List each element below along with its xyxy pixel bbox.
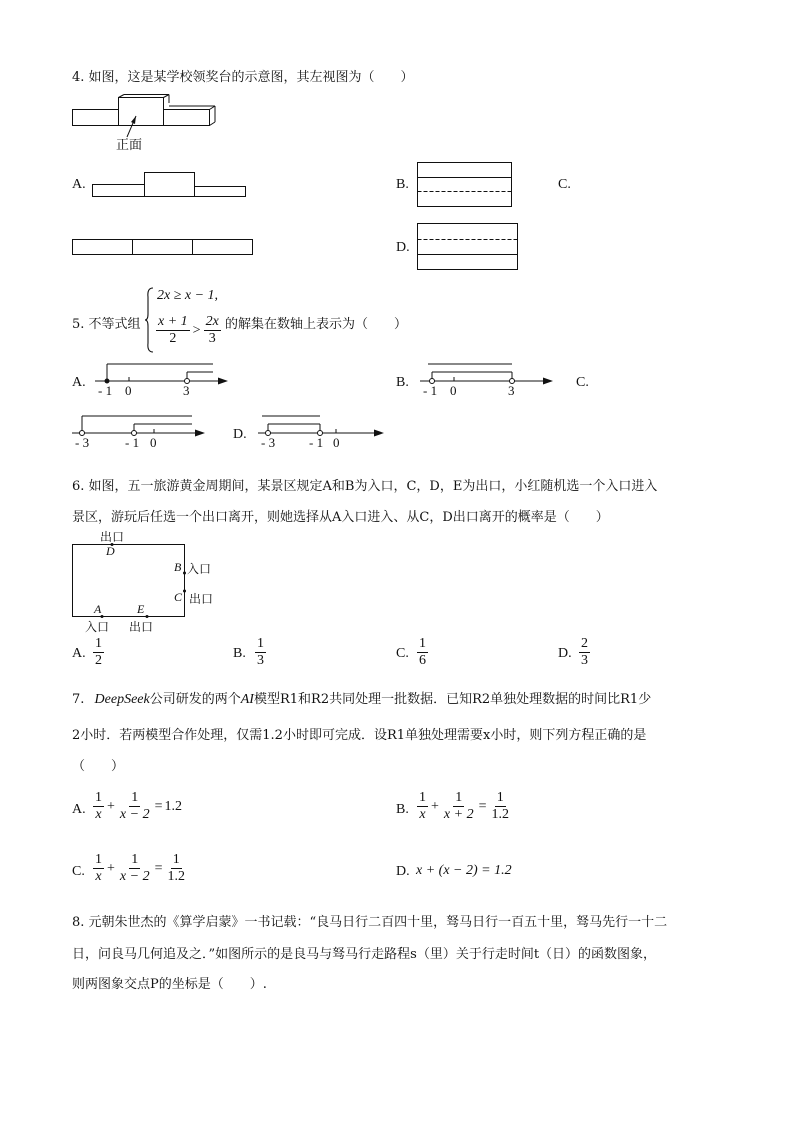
q5-c-tick-neg1: - 1 <box>125 435 140 450</box>
q4-option-b-figure <box>417 162 513 208</box>
q7-a-rhs: 1.2 <box>164 798 182 814</box>
q6-a-den: 2 <box>95 653 102 668</box>
q7-b-rhs-den: 1.2 <box>491 807 509 822</box>
q7-line1-rest: 模型R1和R2共同处理一批数据．已知R2单独处理数据的时间比R1少 <box>253 692 652 707</box>
q7-c-f1-num: 1 <box>95 852 102 867</box>
q5-option-d-label: D. <box>233 427 247 442</box>
q7-deepseek: DeepSeek <box>94 692 150 707</box>
q7-c-plus: + <box>107 860 115 876</box>
q7-ai: AI <box>240 692 254 707</box>
q6-b-num: 1 <box>257 636 264 651</box>
q7-c-f1-den: x <box>95 869 102 884</box>
q6-option-b-label: B. <box>233 646 246 661</box>
q5-a-tick-3: 3 <box>183 383 190 398</box>
q6-option-a-value <box>92 636 105 669</box>
q7-option-c-label: C. <box>72 864 85 879</box>
q5-a-tick-0: 0 <box>125 383 132 398</box>
q5-inequality-2 <box>155 314 222 347</box>
q6-option-b-value <box>254 636 267 669</box>
q7-b-rhs-num: 1 <box>496 790 504 805</box>
q6-option-d-value <box>578 636 591 669</box>
q7-line2: 2小时．若两模型合作处理，仅需1.2小时即可完成．设R1单独处理需要x小时，则下列方程正确的是 <box>72 728 647 743</box>
q5-d-tick-0: 0 <box>333 435 340 450</box>
q5-option-b-numberline <box>420 360 560 400</box>
q5-option-a-numberline <box>95 360 235 400</box>
q5-gt: > <box>192 322 201 338</box>
q8-line3: 则两图象交点P的坐标是（ ）. <box>72 977 267 992</box>
q5-frac1-den: 2 <box>169 331 177 346</box>
q6-exit-label-d: 出口 <box>100 530 125 544</box>
q7-option-a-equation <box>92 790 182 823</box>
q5-option-d-numberline <box>258 412 398 452</box>
q4-option-d-figure <box>417 223 519 271</box>
q7-b-plus: + <box>431 798 439 814</box>
q5-c-tick-0: 0 <box>150 435 157 450</box>
q5-option-c-numberline <box>72 412 212 452</box>
q6-entry-label-b: 入口 <box>187 562 212 576</box>
q6-exit-label-e: 出口 <box>129 620 154 634</box>
q7-c-f2-num: 1 <box>131 852 139 867</box>
q6-point-e: E <box>137 602 145 616</box>
q7-line3: （ ） <box>72 759 125 774</box>
q5-inequality-1: 2x ≥ x − 1, <box>157 288 219 303</box>
q4-option-b-label: B. <box>396 177 409 192</box>
q7-a-plus: + <box>107 798 115 814</box>
q7-option-d-equation: x + (x − 2) = 1.2 <box>416 863 512 878</box>
q7-a-f2-den: x − 2 <box>119 807 150 822</box>
q4-option-c-figure <box>72 239 254 257</box>
q7-number: 7. <box>72 692 85 707</box>
q5-brace <box>144 287 154 353</box>
q6-option-d-label: D. <box>558 646 572 661</box>
q7-line1 <box>72 688 651 708</box>
q8-line1: 8. 元朝朱世杰的《算学启蒙》一书记载：“良马日行二百四十里，驽马日行一百五十里，驽马先行一十二 <box>72 915 668 930</box>
q5-frac2-num: 2x <box>205 314 219 329</box>
q5-d-tick-neg3: - 3 <box>261 435 276 450</box>
q8-line2: 日，问良马几何追及之．”如图所示的是良马与驽马行走路程s（里）关于行走时间t（日）的函数图象， <box>72 947 657 962</box>
q7-option-d-label: D. <box>396 864 410 879</box>
q5-suffix: 的解集在数轴上表示为（ ） <box>225 317 408 332</box>
q7-a-f1-den: x <box>95 807 102 822</box>
q5-d-tick-neg1: - 1 <box>309 435 324 450</box>
q6-exit-label-c: 出口 <box>189 592 214 606</box>
q4-option-a-label: A. <box>72 177 86 192</box>
q6-point-b: B <box>174 560 182 574</box>
q6-d-den: 3 <box>581 653 588 668</box>
q6-line2: 景区，游玩后任选一个出口离开，则她选择从A入口进入、从C，D出口离开的概率是（ ） <box>72 510 609 525</box>
q7-b-f1-num: 1 <box>419 790 426 805</box>
q6-c-num: 1 <box>419 636 426 651</box>
q5-option-a-label: A. <box>72 375 86 390</box>
q7-c-eq: = <box>154 860 163 876</box>
q7-option-b-label: B. <box>396 802 409 817</box>
q6-scenic-map <box>72 544 187 618</box>
q5-b-tick-3: 3 <box>508 383 515 398</box>
q7-b-eq: = <box>478 798 487 814</box>
q7-a-f1-num: 1 <box>95 790 102 805</box>
q7-b-f2-num: 1 <box>455 790 463 805</box>
q6-b-den: 3 <box>257 653 264 668</box>
q4-stem: 4. 如图，这是某学校领奖台的示意图，其左视图为（ ） <box>72 70 414 85</box>
q6-point-a: A <box>94 602 102 616</box>
q6-c-den: 6 <box>419 653 426 668</box>
q7-option-c-equation <box>92 852 188 885</box>
q5-b-tick-0: 0 <box>450 383 457 398</box>
q6-option-a-label: A. <box>72 646 86 661</box>
q4-option-c-label: C. <box>558 177 571 192</box>
q6-option-c-label: C. <box>396 646 409 661</box>
front-label: 正面 <box>116 138 143 153</box>
q7-c-rhs-den: 1.2 <box>167 869 185 884</box>
q6-point-d: D <box>106 544 115 558</box>
q6-line1: 6. 如图，五一旅游黄金周期间，某景区规定A和B为入口，C，D，E为出口，小红随机选一个入口进入 <box>72 479 658 494</box>
q6-d-num: 2 <box>581 636 588 651</box>
q7-a-f2-num: 1 <box>131 790 139 805</box>
q5-option-c-label: C. <box>576 375 589 390</box>
q7-a-eq: = <box>154 798 163 814</box>
q6-point-c: C <box>174 590 183 604</box>
q4-option-a-figure <box>92 172 248 198</box>
q7-c-rhs-num: 1 <box>172 852 180 867</box>
q7-line1-mid: 公司研发的两个 <box>149 692 241 707</box>
q5-b-tick-neg1: - 1 <box>423 383 438 398</box>
q7-b-f1-den: x <box>419 807 426 822</box>
q7-c-f2-den: x − 2 <box>119 869 150 884</box>
q4-podium-figure <box>72 94 222 154</box>
q5-prefix: 5. 不等式组 <box>72 317 141 332</box>
q5-frac2-den: 3 <box>208 331 216 346</box>
q6-option-c-value <box>416 636 429 669</box>
q5-option-b-label: B. <box>396 375 409 390</box>
q6-entry-label-a: 入口 <box>85 620 110 634</box>
q4-option-d-label: D. <box>396 240 410 255</box>
q7-option-a-label: A. <box>72 802 86 817</box>
q5-a-tick-neg1: - 1 <box>98 383 113 398</box>
q5-c-tick-neg3: - 3 <box>75 435 90 450</box>
q6-a-num: 1 <box>95 636 102 651</box>
q5-frac1-num: x + 1 <box>158 314 188 329</box>
q7-b-f2-den: x + 2 <box>443 807 474 822</box>
q7-option-b-equation <box>416 790 512 823</box>
